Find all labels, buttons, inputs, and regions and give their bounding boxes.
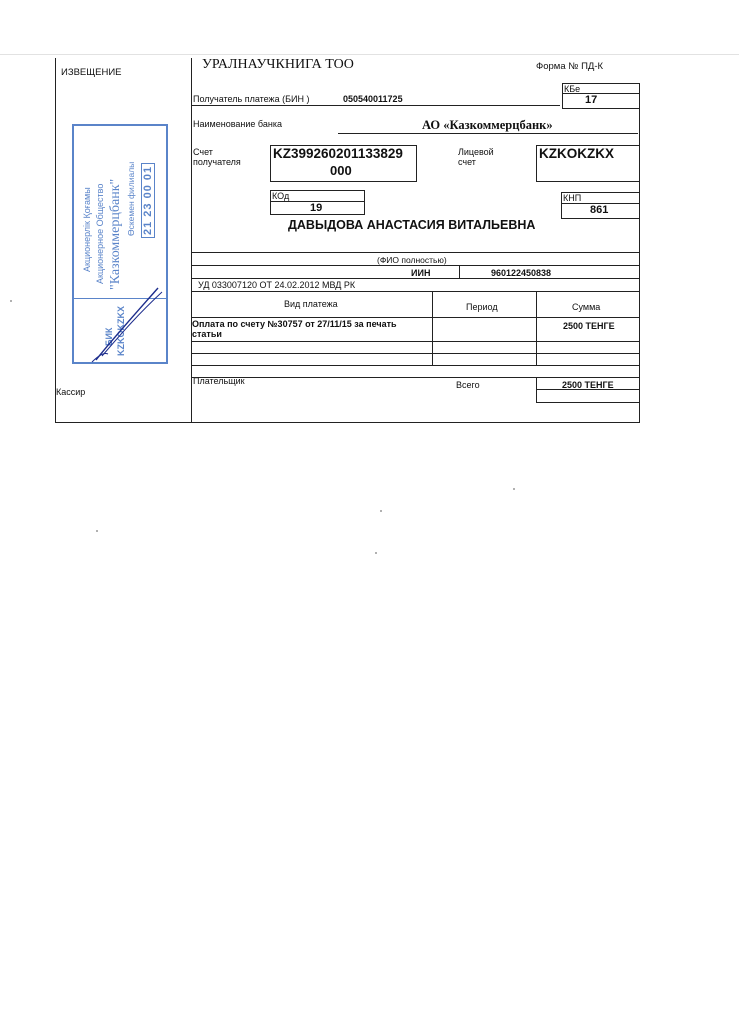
stamp-bik-code: KZKOKZKX (116, 306, 126, 356)
bin-underline (192, 105, 560, 106)
col-payment-type: Вид платежа (284, 299, 338, 309)
bank-name-label: Наименование банка (193, 119, 282, 129)
iin-underline (192, 278, 639, 279)
iin-label: ИИН (411, 268, 431, 278)
scan-speck (10, 300, 12, 302)
stamp-branch: Өскемен филиалы (126, 161, 136, 236)
table-header-line (192, 317, 639, 318)
fio-caption: (ФИО полностью) (377, 255, 447, 265)
total-amount: 2500 ТЕНГЕ (562, 380, 614, 390)
left-column-divider (191, 58, 192, 422)
account-label-1: Счет (193, 147, 213, 157)
recipient-bin: 050540011725 (343, 94, 403, 104)
fio-line (192, 265, 639, 266)
signature (88, 282, 166, 364)
col-period: Период (466, 302, 498, 312)
frame-bottom-edge (55, 422, 639, 423)
kbe-label: КБе (564, 84, 581, 94)
personal-account-label-1: Лицевой (458, 147, 494, 157)
scan-speck (513, 488, 515, 490)
payer-name-underline (192, 252, 639, 253)
table-bottom-line (192, 365, 639, 366)
col-amount: Сумма (572, 302, 601, 312)
payment-line-2: статьи (192, 329, 222, 339)
knp-label: КНП (563, 193, 582, 203)
payer-label: Плательщик (193, 376, 245, 386)
cashier-label: Кассир (56, 387, 86, 397)
kbe-value: 17 (585, 94, 598, 106)
table-row-line-2 (192, 353, 639, 354)
payer-full-name: ДАВЫДОВА АНАСТАСИЯ ВИТАЛЬЕВНА (288, 218, 536, 232)
notice-label: ИЗВЕЩЕНИЕ (61, 67, 122, 78)
stamp-line-kz: Акционерлік Қоғамы (82, 187, 92, 272)
scan-speck (375, 552, 377, 554)
frame-right-edge (639, 84, 640, 423)
payment-amount: 2500 ТЕНГЕ (563, 321, 615, 331)
id-underline (192, 291, 639, 292)
stamp-bank: "Казкоммерцбанк" (108, 178, 123, 290)
scan-top-edge (0, 54, 739, 55)
table-row-line-1 (192, 341, 639, 342)
knp-value: 861 (590, 204, 609, 216)
account-line-1: KZ399260201133829 (273, 146, 403, 161)
form-number: Форма № ПД-К (536, 61, 604, 72)
kod-value: 19 (310, 202, 323, 214)
kbe-box (562, 83, 640, 109)
personal-account: KZKOKZKX (539, 146, 614, 161)
recipient-bin-label: Получатель платежа (БИН ) (193, 94, 310, 104)
payment-line-1: Оплата по счету №30757 от 27/11/15 за печать (192, 319, 397, 329)
bank-name: АО «Казкоммерцбанк» (422, 118, 553, 132)
account-line-2: 000 (330, 163, 352, 178)
account-label-2: получателя (193, 157, 241, 167)
kod-label: КОд (272, 191, 290, 201)
id-document: УД 033007120 ОТ 24.02.2012 МВД РК (198, 280, 356, 290)
iin-value: 960122450838 (491, 268, 552, 278)
stamp-line-ru: Акционерное Общество (95, 183, 105, 284)
scan-speck (380, 510, 382, 512)
stamp-bik-label: БИК (104, 327, 114, 346)
recipient-name: УРАЛНАУЧКНИГА ТОО (202, 57, 354, 72)
scan-speck (96, 530, 98, 532)
stamp-date: 21 23 00 01 (141, 163, 155, 238)
personal-account-label-2: счет (458, 157, 476, 167)
bank-underline (338, 133, 638, 134)
iin-divider (459, 266, 460, 278)
total-label: Всего (456, 380, 480, 390)
kbe-box-divider (562, 93, 639, 94)
